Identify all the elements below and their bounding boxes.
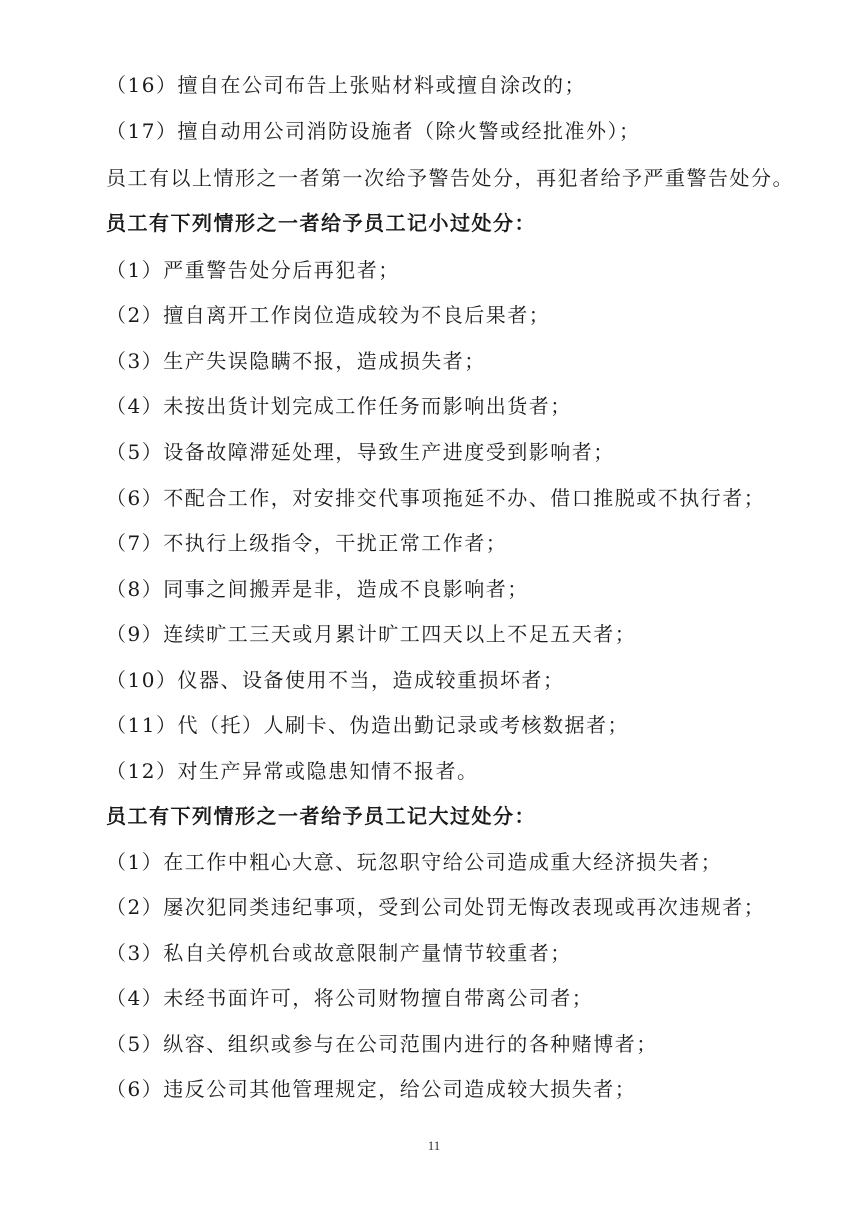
list-item: （9）连续旷工三天或月累计旷工四天以上不足五天者； [106, 622, 637, 646]
list-item: （2）屡次犯同类违纪事项，受到公司处罚无悔改表现或再次违规者； [106, 895, 766, 919]
text-line: （17）擅自动用公司消防设施者（除火警或经批准外）； [106, 119, 641, 143]
list-item: （4）未按出货计划完成工作任务而影响出货者； [106, 394, 572, 418]
text-line: 员工有以上情形之一者第一次给予警告处分，再犯者给予严重警告处分。 [106, 166, 794, 190]
list-item: （1）严重警告处分后再犯者； [106, 258, 400, 282]
list-item: （8）同事之间搬弄是非，造成不良影响者； [106, 577, 529, 601]
text-line: （16）擅自在公司布告上张贴材料或擅自涂改的； [106, 73, 586, 97]
section-heading: 员工有下列情形之一者给予员工记小过处分： [106, 211, 536, 235]
page-number: 11 [427, 1138, 441, 1153]
list-item: （3）生产失误隐瞒不报，造成损失者； [106, 349, 486, 373]
list-item: （7）不执行上级指令，干扰正常工作者； [106, 531, 508, 555]
list-item: （10）仪器、设备使用不当，造成较重损坏者； [106, 668, 565, 692]
list-item: （12）对生产异常或隐患知情不报者。 [106, 759, 479, 783]
list-item: （6）违反公司其他管理规定，给公司造成较大损失者； [106, 1077, 637, 1101]
list-item: （5）纵容、组织或参与在公司范围内进行的各种赌博者； [106, 1032, 658, 1056]
section-heading: 员工有下列情形之一者给予员工记大过处分： [106, 804, 536, 828]
list-item: （2）擅自离开工作岗位造成较为不良后果者； [106, 303, 551, 327]
list-item: （1）在工作中粗心大意、玩忽职守给公司造成重大经济损失者； [106, 850, 723, 874]
list-item: （4）未经书面许可，将公司财物擅自带离公司者； [106, 986, 594, 1010]
list-item: （11）代（托）人刷卡、伪造出勤记录或考核数据者； [106, 713, 629, 737]
list-item: （6）不配合工作，对安排交代事项拖延不办、借口推脱或不执行者； [106, 486, 766, 510]
list-item: （3）私自关停机台或故意限制产量情节较重者； [106, 941, 572, 965]
list-item: （5）设备故障滞延处理，导致生产进度受到影响者； [106, 440, 615, 464]
